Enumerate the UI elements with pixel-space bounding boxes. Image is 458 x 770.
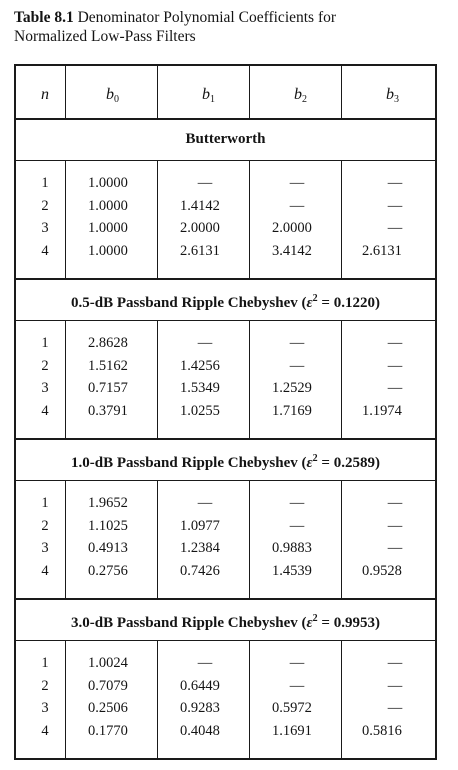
cell-b2: — [289,517,305,534]
table-row [16,677,435,697]
cell-n: 3 [41,540,49,556]
cell-b2: 1.1691 [272,722,312,739]
cell-b3: 0.5816 [362,722,402,739]
cell-b2: 0.5972 [272,700,312,716]
cell-n: 2 [41,357,49,374]
cell-b0: 0.2756 [88,562,128,579]
cell-b0: 0.7157 [88,380,128,396]
cell-b0: 1.0000 [88,197,128,214]
cell-b3: — [387,380,403,396]
table-row [16,539,435,559]
section-title: 0.5-dB Passband Ripple Chebyshev $(\varepsilon^2 = 0.1220)$ [71,293,380,311]
cell-b1: 0.7426 [180,562,220,579]
header-b3: $b_3$ [386,86,399,105]
table-caption [14,8,444,46]
table-row [16,517,435,537]
cell-b1: 1.4256 [180,357,220,374]
table-row [16,402,435,422]
table-row [16,174,435,194]
cell-b2: — [289,357,305,374]
table-row [16,699,435,719]
cell-b1: 1.5349 [180,380,220,396]
table-row [16,197,435,217]
row-divider [16,438,435,440]
coefficient-table [14,64,437,760]
table-row [16,562,435,582]
cell-b3: — [387,175,403,191]
cell-b0: 0.1770 [88,722,128,739]
cell-b2: — [289,655,305,671]
cell-b2: — [289,495,305,511]
column-divider [157,66,158,118]
table-title-line2: Normalized Low-Pass Filters [14,28,196,45]
cell-b0: 0.7079 [88,677,128,694]
cell-b2: — [289,175,305,191]
cell-b0: 1.5162 [88,357,128,374]
cell-b1: 1.0255 [180,402,220,419]
cell-b0: 1.0000 [88,175,128,191]
row-divider [16,278,435,280]
cell-b0: 0.2506 [88,700,128,716]
cell-n: 3 [41,220,49,236]
cell-b1: 1.2384 [180,540,220,556]
cell-b0: 1.1025 [88,517,128,534]
column-divider [249,66,250,118]
cell-b3: — [387,677,403,694]
section-title: 3.0-dB Passband Ripple Chebyshev $(\varepsilon^2 = 0.9953)$ [71,613,380,631]
cell-b1: — [197,655,213,671]
column-divider [341,66,342,118]
cell-b3: 0.9528 [362,562,402,579]
cell-b2: 3.4142 [272,242,312,259]
cell-b1: 2.6131 [180,242,220,259]
cell-n: 1 [41,335,49,351]
table-row [16,654,435,674]
section-title: 1.0-dB Passband Ripple Chebyshev $(\varepsilon^2 = 0.2589)$ [71,453,380,471]
table-row [16,494,435,514]
cell-b3: 1.1974 [362,402,402,419]
cell-b0: 1.9652 [88,495,128,511]
cell-b1: 2.0000 [180,220,220,236]
cell-n: 4 [41,722,49,739]
table-row [16,379,435,399]
row-divider [16,118,435,120]
table-row [16,722,435,742]
cell-b3: — [387,700,403,716]
table-row [16,219,435,239]
cell-b0: 2.8628 [88,335,128,351]
table-row [16,357,435,377]
cell-b3: — [387,197,403,214]
cell-n: 1 [41,175,49,191]
cell-b1: 1.4142 [180,197,220,214]
cell-n: 3 [41,700,49,716]
cell-b1: — [197,175,213,191]
cell-b1: — [197,495,213,511]
table-title-line1: Denominator Polynomial Coefficients for [77,9,337,26]
header-n: n [41,86,49,103]
cell-b2: 1.2529 [272,380,312,396]
cell-n: 4 [41,402,49,419]
cell-b1: 0.9283 [180,700,220,716]
cell-b3: — [387,357,403,374]
cell-b2: 0.9883 [272,540,312,556]
section-title: Butterworth [185,131,266,147]
table-row [16,334,435,354]
row-divider [16,640,435,641]
row-divider [16,160,435,161]
cell-b1: 0.6449 [180,677,220,694]
cell-n: 2 [41,517,49,534]
cell-n: 1 [41,655,49,671]
cell-b3: — [387,655,403,671]
header-b0: $b_0$ [106,86,119,105]
cell-b0: 1.0000 [88,242,128,259]
cell-b2: 1.7169 [272,402,312,419]
cell-n: 4 [41,562,49,579]
cell-b3: — [387,220,403,236]
table-label: Table 8.1 [14,9,74,26]
cell-b3: 2.6131 [362,242,402,259]
header-b2: $b_2$ [294,86,307,105]
header-b1: $b_1$ [202,86,215,105]
cell-b1: 0.4048 [180,722,220,739]
cell-n: 2 [41,197,49,214]
cell-b1: 1.0977 [180,517,220,534]
cell-n: 4 [41,242,49,259]
cell-n: 2 [41,677,49,694]
cell-b2: — [289,677,305,694]
cell-b0: 0.4913 [88,540,128,556]
row-divider [16,598,435,600]
column-divider [65,66,66,118]
cell-n: 1 [41,495,49,511]
cell-b2: — [289,335,305,351]
cell-b2: 1.4539 [272,562,312,579]
row-divider [16,320,435,321]
cell-n: 3 [41,380,49,396]
cell-b0: 0.3791 [88,402,128,419]
cell-b0: 1.0000 [88,220,128,236]
table-row [16,242,435,262]
cell-b2: — [289,197,305,214]
cell-b2: 2.0000 [272,220,312,236]
cell-b3: — [387,335,403,351]
cell-b3: — [387,540,403,556]
cell-b0: 1.0024 [88,655,128,671]
cell-b1: — [197,335,213,351]
cell-b3: — [387,495,403,511]
row-divider [16,480,435,481]
cell-b3: — [387,517,403,534]
